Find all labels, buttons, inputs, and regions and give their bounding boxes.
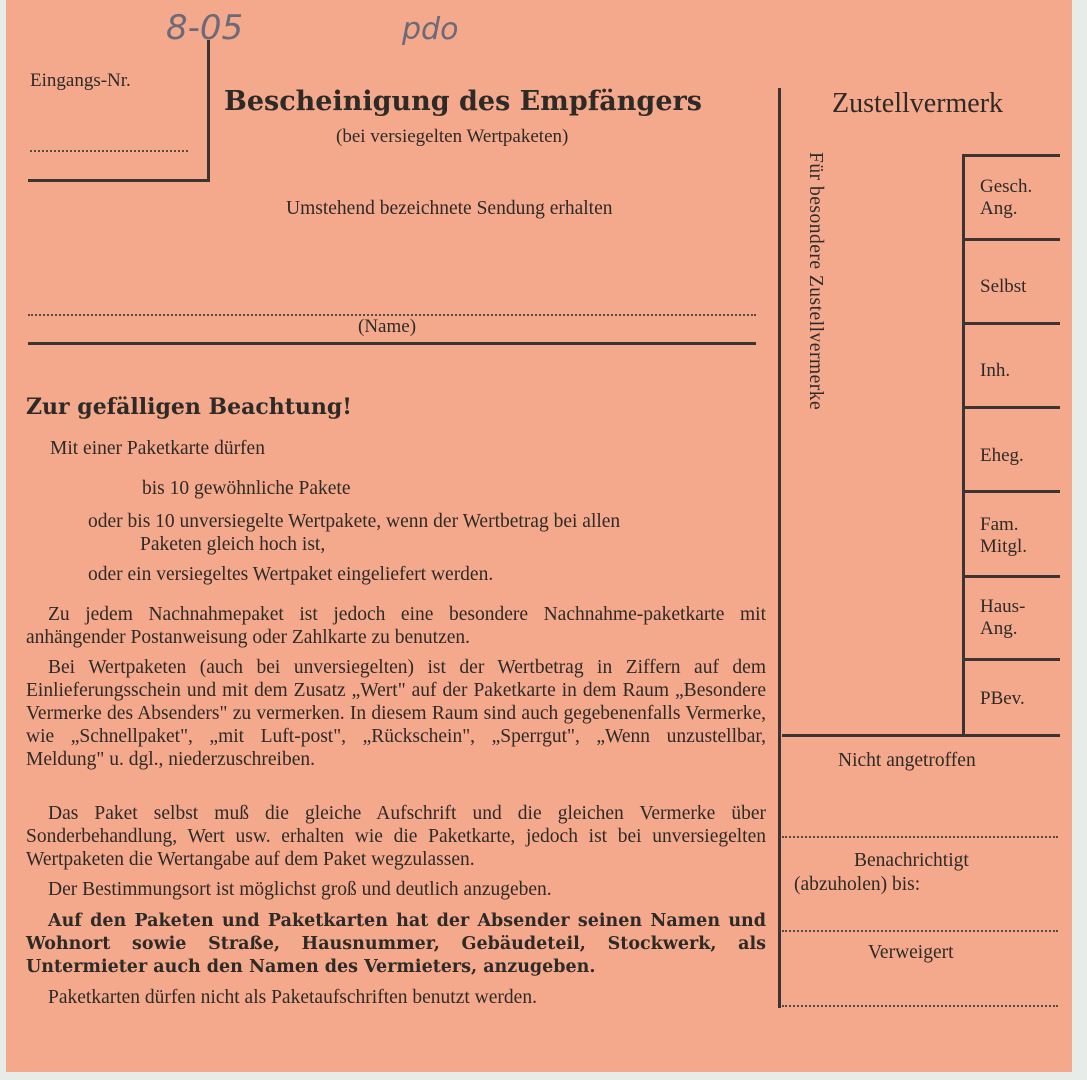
box-inh: Inh. <box>980 360 1011 381</box>
eingangs-hline <box>28 179 210 182</box>
received-text: Umstehend bezeichnete Sendung erhalten <box>286 198 613 219</box>
handwritten-note: 8-05 <box>166 8 244 48</box>
box-line-2 <box>964 322 1060 325</box>
box-gesch-ang: Gesch. Ang. <box>980 176 1033 219</box>
box-line-5 <box>964 575 1060 578</box>
handwritten-note-2: pdo <box>402 12 459 47</box>
boxes-vline <box>962 154 965 734</box>
page-subtitle: (bei versiegelten Wertpaketen) <box>336 126 569 147</box>
dotline-3 <box>782 1005 1058 1007</box>
notice-intro: Mit einer Paketkarte dürfen <box>50 438 265 459</box>
main-divider <box>778 88 781 1008</box>
box-eheg: Eheg. <box>980 445 1024 466</box>
notice-line-1: bis 10 gewöhnliche Pakete <box>142 478 351 499</box>
box-haus-ang: Haus- Ang. <box>980 596 1026 639</box>
notice-line-2a: oder bis 10 unversiegelte Wertpakete, wenn der Wertbetrag bei allen <box>88 511 621 532</box>
notice-line-3: oder ein versiegeltes Wertpaket eingeliefert werden. <box>88 564 494 585</box>
box-selbst: Selbst <box>980 276 1027 297</box>
notice-paragraph-4: Der Bestimmungsort ist möglichst groß und deutlich anzugeben. <box>48 879 552 900</box>
not-found-label: Nicht angetroffen <box>838 750 976 771</box>
box-fam-mitgl: Fam. Mitgl. <box>980 514 1027 557</box>
eingangs-label: Eingangs-Nr. <box>30 70 131 91</box>
name-hline <box>28 342 756 345</box>
box-line-6 <box>964 658 1060 661</box>
notice-paragraph-5: Auf den Paketen und Paketkarten hat der Absender seinen Namen und Wohnort sowie Straße, Hausnummer, Gebäudeteil, Stockwerk, als Untermieter auch den Namen des Vermieters, anzugeben. <box>26 911 766 977</box>
box-line-4 <box>964 490 1060 493</box>
eingangs-dotline <box>30 150 188 152</box>
dotline-2 <box>782 930 1058 932</box>
page-title: Bescheinigung des Empfängers <box>224 86 702 117</box>
parcel-card <box>6 0 1072 1072</box>
right-panel-hline <box>782 734 1060 737</box>
eingangs-vline <box>207 40 210 180</box>
vertical-label: Für besondere Zustellvermerke <box>805 152 826 411</box>
collect-until-label: (abzuholen) bis: <box>794 874 921 895</box>
notice-paragraph-1: Zu jedem Nachnahmepaket ist jedoch eine besondere Nachnahme-paketkarte mit anhängender Postanweisung oder Zahlkarte zu benutzen. <box>26 604 766 648</box>
dotline-1 <box>782 836 1058 838</box>
notice-heading: Zur gefälligen Beachtung! <box>26 394 352 420</box>
notice-paragraph-3: Das Paket selbst muß die gleiche Aufschrift und die gleichen Vermerke über Sonderbehandlung, Wert usw. erhalten wie die Paketkarte, jedoch ist bei unversiegelten Wertpaketen die Wertangabe auf dem Paket wegzulassen. <box>26 803 766 870</box>
box-line-1 <box>964 238 1060 241</box>
box-pbev: PBev. <box>980 688 1025 709</box>
box-line-0 <box>964 154 1060 157</box>
notice-paragraph-2: Bei Wertpaketen (auch bei unversiegelten) ist der Wertbetrag in Ziffern auf dem Einlieferungsschein und mit dem Zusatz „Wert" auf der Paketkarte in dem Raum „Besondere Vermerke des Absenders" zu vermerken. In diesem Raum sind auch gegebenenfalls Vermerke, wie „Schnellpaket", „mit Luft-post", „Rückschein", „Sperrgut", „Wenn unzustellbar, Meldung" u. dgl., niederzuschreiben. <box>26 657 766 770</box>
box-line-3 <box>964 406 1060 409</box>
notice-paragraph-6: Paketkarten dürfen nicht als Paketaufschriften benutzt werden. <box>48 987 537 1008</box>
notice-line-2b: Paketen gleich hoch ist, <box>140 534 326 555</box>
notified-label: Benachrichtigt <box>854 850 969 871</box>
zustellvermerk-title: Zustellvermerk <box>832 88 1004 119</box>
name-label: (Name) <box>358 316 417 337</box>
refused-label: Verweigert <box>868 942 954 963</box>
